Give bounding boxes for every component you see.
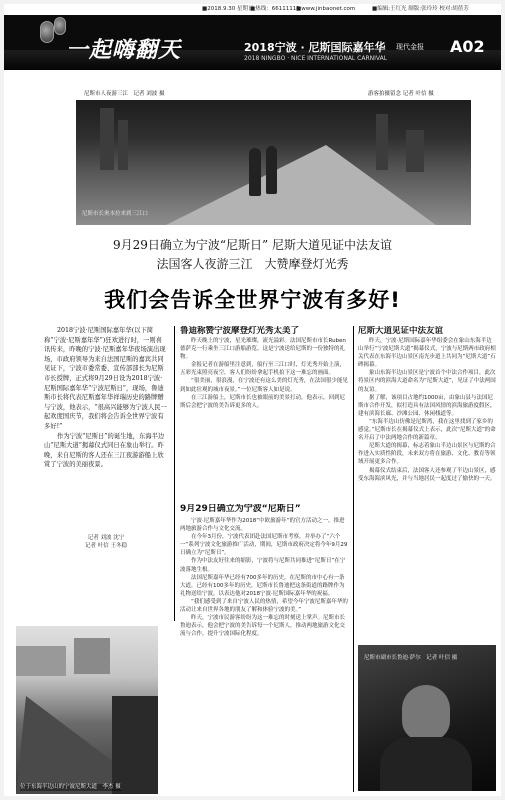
lantern-icon xyxy=(40,21,54,43)
lead-column xyxy=(44,326,168,531)
boardwalk xyxy=(166,145,436,225)
photo-caption: 位于东海半边山的宁波尼斯大道 李杰 摄 xyxy=(20,784,121,790)
photo-caption-right: 游客拍摄留念 记者 叶信 摄 xyxy=(368,91,434,97)
body-paragraph: 作为中法友好往来的缩影，宁波将与尼斯共同推进“尼斯日”在宁波落地生根。 xyxy=(180,558,346,573)
header-strip xyxy=(4,4,501,15)
section-heading: 鲁迪称赞宁波摩登灯光秀太美了 xyxy=(180,326,300,336)
lantern-icon xyxy=(54,17,66,35)
section-heading: 9月29日确立为宁波“尼斯日” xyxy=(180,504,301,514)
event-name: 2018宁波 · 尼斯国际嘉年华 xyxy=(244,41,386,54)
portrait-head xyxy=(402,685,450,741)
headline-line1: 9月29日确立为宁波“尼斯日” 尼斯大道见证中法友谊 xyxy=(113,238,392,252)
body-paragraph: 揭幕仪式结束后，法国客人还参观了半边山景区，感受东海海滨风光，并与当地居民一起度过了愉快的一天。 xyxy=(358,467,496,482)
issue-date: ■2018.9.30 星期日 xyxy=(202,6,254,12)
body-paragraph: 象山东海半边山景区是宁波首个中法合作项目，此次将景区内的滨海大道命名为“尼斯大道”，见证了中法两国的友谊。 xyxy=(358,370,496,393)
vice-mayor-photo xyxy=(358,645,496,791)
building-shape xyxy=(100,108,114,170)
body-paragraph: 宁波·尼斯嘉年华作为2018“中欧旅游年”的官方活动之一，推进两地旅游合作与文化交流。 xyxy=(180,518,345,533)
photo-caption: 尼斯市副市长鲁迪·萨尔 记者 叶信 摄 xyxy=(364,655,458,661)
website: ■www.jinbaonet.com xyxy=(296,6,356,12)
body-paragraph: “我们感受到了来自宁波人民的热情，希望今年宁波尼斯嘉年华的活动让来自世界各地的朋友了解和体验宁波的美。” xyxy=(180,598,348,614)
paper-name: 现代金报 xyxy=(396,43,424,51)
article-column-3 xyxy=(358,326,496,641)
body-paragraph: 在今年3月份，宁波代表团赴法国尼斯市考察，并举办了“六个一”系列宁波文化旅游推广活动，期间，尼斯市政府决定将今年9月29日确立为“尼斯日”。 xyxy=(180,534,348,557)
section-heading: 尼斯大道见证中法友谊 xyxy=(358,326,444,336)
lead-bylines xyxy=(44,534,168,554)
body-paragraph: 法国尼斯嘉年华已经有700多年的历史，在尼斯的市中心有一条大道，已经有100多年的历史，尼斯市长鲁迪把这条街道的路牌作为礼物送给宁波，以表达他对2018宁波·尼斯国际嘉年华的祝福。 xyxy=(180,574,345,597)
body-paragraph: 据了解，该项目占地约1000亩，由象山县与法国尼斯市合作开发，拟打造具有法国风情的滨海旅游度假区，建有滨海长廊、沙滩公园、休闲栈道等。 xyxy=(358,394,496,417)
body-paragraph: 昨天晚上的宁波，星光璀璨，流光溢彩。法国尼斯市市长Ruben德萨克一行乘坐三江口游船游览。这是宁波送给尼斯的一份独特的礼物。 xyxy=(180,338,346,361)
column-divider xyxy=(353,326,354,792)
body-paragraph: 金报记者在游船里注意到，船行至三江口时，灯光秀开始上演，五彩光束照亮夜空，客人们纷纷拿起手机拍下这一难忘的画面。 xyxy=(180,362,346,377)
lead-paragraph: 作为宁波“尼斯日”的诞生地，东海半边山“尼斯大道”揭幕仪式同日在象山举行。昨晚，来自尼斯的客人还在三江夜游游船上欣赏了宁波的美丽夜景。 xyxy=(44,432,165,469)
main-headline: 我们会告诉全世界宁波有多好! xyxy=(104,288,401,312)
night-walk-photo xyxy=(76,100,471,225)
event-subtitle: 2018 NINGBO · NICE INTERNATIONAL CARNIVAL xyxy=(244,55,388,62)
masthead xyxy=(4,15,501,70)
person-figure xyxy=(266,146,277,194)
portrait-body xyxy=(380,737,472,791)
building-shape xyxy=(16,646,66,676)
body-paragraph: 在三江游船上，尼斯市长也被眼前的美景打动，他表示，回到尼斯后会把宁波的美告诉更多的人。 xyxy=(180,394,346,409)
headline-line2: 法国客人夜游三江 大赞摩登灯光秀 xyxy=(156,257,349,271)
article-column-2 xyxy=(180,326,348,501)
photo-caption-bottom: 尼斯市长奥本拉来到三江口 xyxy=(82,211,149,217)
nice-avenue-photo xyxy=(16,626,158,794)
photo-caption-left: 尼斯市人夜游三江 记者 刘波 摄 xyxy=(84,91,165,97)
building-shape xyxy=(74,638,110,674)
body-paragraph: 昨天，宁波市民游客纷纷为这一难忘的时刻送上掌声。尼斯市长鲁迪表示，他会把宁波的美告诉每一个尼斯人，推动两地旅游文化交流与合作，提升宁波国际化程度。 xyxy=(180,615,346,638)
masthead-title: 一起嗨翻天 xyxy=(66,37,182,63)
byline: 记者 叶信 王冬稳 xyxy=(85,543,127,549)
newspaper-page xyxy=(4,4,501,796)
body-paragraph: 昨天，宁波·尼斯国际嘉年华组委会在象山东海半边山举行“宁波尼斯大道”揭幕仪式，宁波与尼斯两市政府相关代表在东海半边山景区南光步道上共同为“尼斯大道”石碑揭幕。 xyxy=(358,338,496,369)
page-number: A02 xyxy=(450,37,485,56)
hotline: ■热线：66111111 xyxy=(250,6,300,12)
article-column-2b xyxy=(180,504,348,792)
editors: ■编辑:王红光 制版:张玲玲 校对:胡蓓芳 xyxy=(372,6,469,12)
body-paragraph: “很美丽，很浪漫，在宁波还有这么美的灯光秀，在法国很少能见到如此壮观的城市夜景。”一位尼斯客人如是说。 xyxy=(180,378,348,393)
person-figure xyxy=(249,148,261,196)
column-divider xyxy=(174,326,175,621)
body-paragraph: “东海半边山仿佛是尼斯湾，我在这里找到了家乡的感觉。”尼斯市长在揭幕仪式上表示，此次“尼斯大道”的命名开启了中法两地合作的新篇章。 xyxy=(358,418,496,442)
byline: 记者 刘波 沈宁 xyxy=(87,535,125,541)
railing-shape xyxy=(112,696,158,794)
building-shape xyxy=(118,120,128,170)
body-paragraph: 尼斯大道的揭幕，标志着象山半边山景区与尼斯的合作进入实质性阶段，未来双方将在旅游、文化、教育等领域开展更多合作。 xyxy=(358,443,496,466)
lead-paragraph: 2018宁波·尼斯国际嘉年华(以下简称“宁波·尼斯嘉年华”)狂欢进行时，一则喜讯传来，昨晚的宁波·尼斯嘉年华夜场演出现场，市政府领导为来自法国尼斯的嘉宾共同见证下，宁波市委常委、宣传部部长为尼斯市长授牌，正式将9月29日设为2018宁波·尼斯国际嘉年华“宁波尼斯日”，现场，鲁迪斯市长将代表尼斯嘉年华祥瑞历史的路牌赠与宁波，他表示，“很高兴能够为宁波人民一起欢度国庆节，我们将会告诉全世界宁波有多好!” xyxy=(44,327,167,430)
